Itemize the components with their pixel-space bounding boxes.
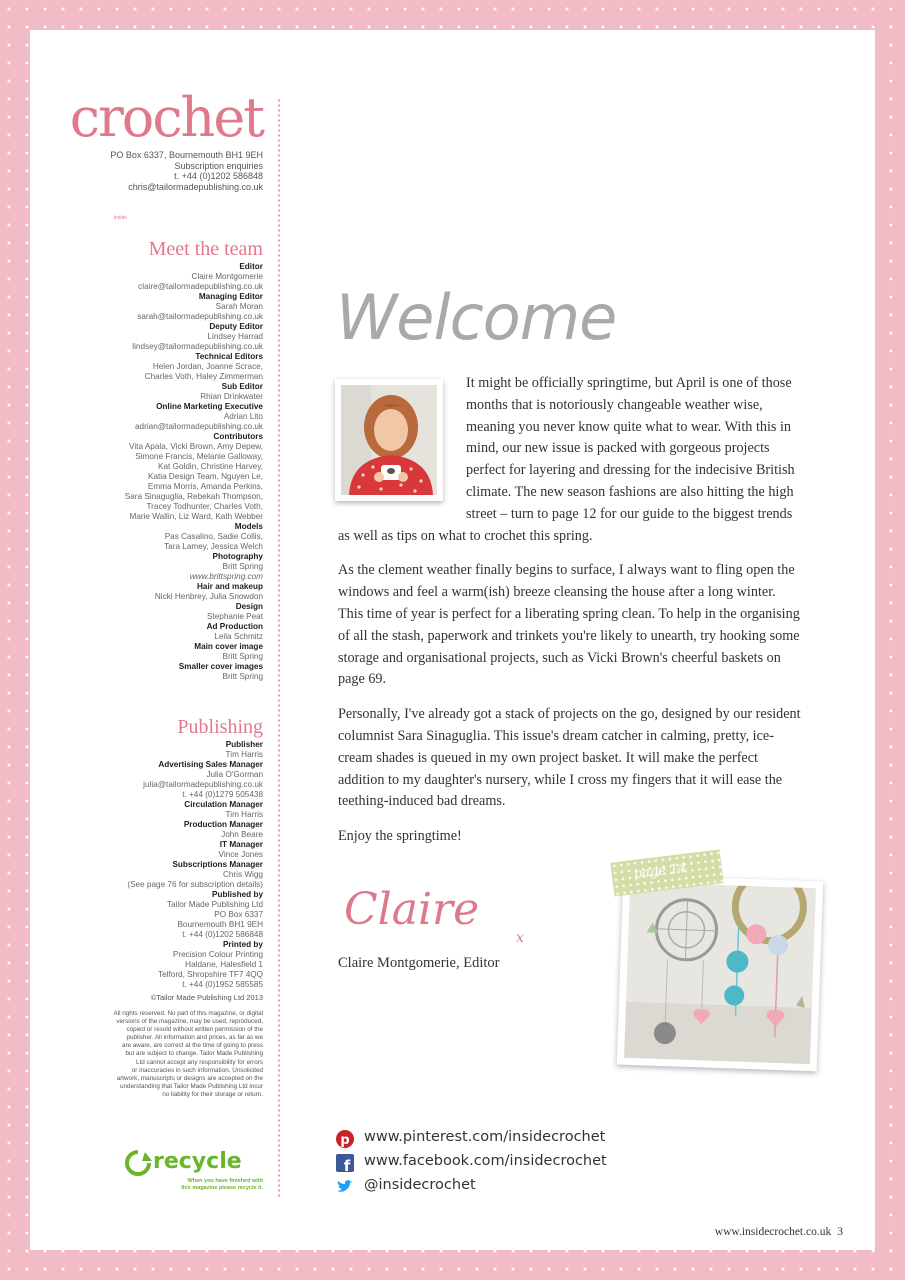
role-name: Lindsey Harrad: [207, 332, 263, 341]
role-title: Main cover image: [194, 642, 263, 651]
signature: [336, 880, 536, 950]
role-name: Tracey Todhunter, Charles Voth,: [146, 502, 263, 511]
role-name: Charles Voth, Haley Zimmerman: [144, 372, 263, 381]
contact-block: [110, 150, 263, 192]
recycle-badge: [123, 1148, 263, 1190]
role-name: Emma Morris, Amanda Perkins,: [147, 482, 263, 491]
team-roles-list: [125, 262, 263, 682]
masthead-column: [30, 30, 263, 1191]
publishing-title: Publishing: [177, 716, 263, 738]
role-name: (See page 76 for subscription details): [127, 880, 263, 889]
role-title: Deputy Editor: [209, 322, 263, 331]
role-website[interactable]: www.brittspring.com: [189, 572, 263, 581]
facebook-icon: [336, 1154, 354, 1172]
role-title: Models: [234, 522, 263, 531]
article-paragraph: Enjoy the springtime!: [338, 828, 462, 845]
legal-notice: [28, 1010, 263, 1099]
signature-text: Claire: [344, 884, 480, 935]
role-name: Adrian Lito: [223, 412, 263, 421]
role-name: John Beare: [221, 830, 263, 839]
dream-catcher-photo: [617, 875, 824, 1072]
recycle-word: recycle: [153, 1149, 242, 1174]
svg-text:f: f: [343, 1157, 351, 1172]
role-name: Nicki Henbrey, Julia Snowdon: [154, 592, 263, 601]
pinterest-icon: [336, 1130, 354, 1148]
copyright: ©Tailor Made Publishing Ltd 2013: [150, 993, 263, 1002]
role-name: Simone Francis, Melanie Galloway,: [135, 452, 263, 461]
recycle-icon: [123, 1148, 153, 1178]
role-name: Telford, Shropshire TF7 4QQ: [158, 970, 263, 979]
legal-line: versions of the magazine, may be used, reproduced,: [116, 1018, 263, 1026]
article-paragraph: Personally, I've already got a stack of projects on the go, designed by our resident columnist Sara Sinaguglia. This issue's dream catcher in calming, pretty, ice-cream shades is queued in my own project basket. It will make the perfect addition to my daughter's nursery, while I cross my fingers that it will ease the teething-induced bad dreams.: [338, 706, 801, 810]
role-name: Precision Colour Printing: [172, 950, 263, 959]
recycle-note-line: When you have finished with: [187, 1178, 263, 1184]
team-title: Meet the team: [148, 238, 263, 260]
role-name: Vince Jones: [218, 850, 263, 859]
role-title: Publisher: [225, 740, 263, 749]
role-email[interactable]: lindsey@tailormadepublishing.co.uk: [132, 342, 263, 351]
role-title: Advertising Sales Manager: [158, 760, 263, 769]
role-title: Technical Editors: [195, 352, 263, 361]
role-title: Published by: [212, 890, 263, 899]
role-title: Subscriptions Manager: [172, 860, 263, 869]
role-name: Leila Schmitz: [214, 632, 263, 641]
role-name: Julia O'Gorman: [206, 770, 263, 779]
role-name: Claire Montgomerie: [191, 272, 263, 281]
role-title: Editor: [239, 262, 263, 271]
dotted-divider: [277, 98, 281, 1198]
role-title: Circulation Manager: [184, 800, 263, 809]
role-name: Chris Wigg: [222, 870, 263, 879]
role-title: Hair and makeup: [197, 582, 263, 591]
role-name: Tara Lamey, Jessica Welch: [164, 542, 263, 551]
role-name: Stephanie Peat: [207, 612, 263, 621]
footer-url[interactable]: www.insidecrochet.co.uk: [714, 1226, 832, 1238]
contact-line: Subscription enquiries: [174, 160, 263, 171]
role-name: Britt Spring: [222, 562, 263, 571]
page-number: 3: [837, 1226, 843, 1238]
article-paragraph: As the clement weather finally begins to surface, I always want to fling open the windows and feel a warm(ish) breeze cleansing the house after a long winter. This time of year is perfect for a liberating spring clean. To help in the organising of all the stash, paperwork and trinkets you're likely to unearth, try hooking some storage and organisational projects, such as Vicki Brown's cheerful baskets on page 69.: [338, 562, 800, 688]
recycle-note: [181, 1178, 263, 1191]
role-name: Katia Design Team, Nguyen Le,: [148, 472, 263, 481]
legal-line: publisher. All information and prices, as far as we: [126, 1034, 263, 1042]
role-name: Tim Harris: [225, 750, 263, 759]
role-title: Ad Production: [206, 622, 263, 631]
role-name: Marie Wallin, Liz Ward, Kath Webber: [129, 512, 263, 521]
role-email[interactable]: julia@tailormadepublishing.co.uk: [143, 780, 263, 789]
article-body: [338, 373, 802, 861]
welcome-heading: Welcome: [336, 281, 617, 354]
dream-catcher-image: [624, 882, 816, 1064]
twitter-handle[interactable]: @insidecrochet: [364, 1177, 476, 1193]
role-name: t. +44 (0)1202 586848: [182, 930, 263, 939]
role-title: Smaller cover images: [178, 662, 263, 671]
legal-line: but are subject to change. Tailor Made Publishing: [125, 1050, 263, 1058]
role-email[interactable]: claire@tailormadepublishing.co.uk: [138, 282, 263, 291]
portrait-spacer: [338, 373, 466, 523]
logo-text: crochet: [69, 86, 263, 149]
pinterest-url[interactable]: www.pinterest.com/insidecrochet: [364, 1129, 606, 1145]
article-paragraph: It might be officially springtime, but April is one of those months that is notoriously changeable weather wise, meaning you never know quite what to wear. With this in mind, our new issue is packed with gorgeous projects perfect for layering and dressing for the indecisive British climate. The new season fashions are also hitting the high street – turn to page 12 for our guide to the biggest trends as well as tips on what to crochet this spring.: [338, 375, 795, 544]
legal-line: or inaccuracies in such information. Unsolicited: [131, 1066, 263, 1074]
tape-label: page 14: [633, 860, 688, 882]
role-title: Design: [235, 602, 263, 611]
role-name: Sara Sinaguglia, Rebekah Thompson,: [124, 492, 263, 501]
role-name: Britt Spring: [222, 652, 263, 661]
role-title: Sub Editor: [221, 382, 263, 391]
role-name: Bournemouth BH1 9EH: [177, 920, 263, 929]
role-title: Contributors: [213, 432, 263, 441]
role-email[interactable]: sarah@tailormadepublishing.co.uk: [137, 312, 263, 321]
contact-line: PO Box 6337, Bournemouth BH1 9EH: [110, 150, 263, 160]
facebook-url[interactable]: www.facebook.com/insidecrochet: [364, 1153, 607, 1169]
legal-line: All rights reserved. No part of this magazine, or digital: [113, 1010, 263, 1017]
role-title: Managing Editor: [198, 292, 263, 301]
role-name: PO Box 6337: [214, 910, 263, 919]
role-name: Kat Goldin, Christine Harvey,: [158, 462, 263, 471]
role-name: Pas Casalino, Sadie Collis,: [164, 532, 263, 541]
role-title: Printed by: [222, 940, 263, 949]
page-footer: [715, 1226, 843, 1238]
legal-line: artwork, manuscripts or designs are accepted on the: [116, 1074, 263, 1082]
recycle-note-line: this magazine please recycle it.: [181, 1184, 263, 1191]
role-name: t. +44 (0)1952 585585: [182, 980, 263, 989]
legal-line: understanding that Tailor Made Publishing Ltd incur: [119, 1082, 263, 1090]
logo-small-text: Inside: [113, 215, 128, 221]
role-title: Production Manager: [183, 820, 263, 829]
role-name: t. +44 (0)1279 505438: [182, 790, 263, 799]
legal-line: copied or resold without written permission of the: [126, 1026, 263, 1034]
role-name: Sarah Moran: [215, 302, 263, 311]
role-name: Britt Spring: [222, 672, 263, 681]
twitter-icon: [336, 1178, 354, 1196]
signature-kiss: x: [516, 930, 524, 946]
contact-line: t. +44 (0)1202 586848: [174, 171, 263, 182]
contact-email[interactable]: chris@tailormadepublishing.co.uk: [128, 181, 263, 192]
sign-off: Claire Montgomerie, Editor: [338, 955, 500, 971]
role-email[interactable]: adrian@tailormadepublishing.co.uk: [134, 422, 263, 431]
svg-text:p: p: [340, 1133, 350, 1148]
role-name: Helen Jordan, Joanne Scrace,: [152, 362, 263, 371]
role-title: IT Manager: [219, 840, 263, 849]
legal-line: are aware, are correct at the time of going to press: [121, 1042, 263, 1050]
role-name: Rhian Drinkwater: [200, 392, 263, 401]
magazine-page: [30, 30, 875, 1250]
role-title: Online Marketing Executive: [156, 402, 263, 411]
role-title: Photography: [212, 552, 263, 561]
publishing-roles-list: [127, 740, 263, 990]
role-name: Haldane, Halesfield 1: [185, 960, 263, 969]
legal-line: no liability for their storage or return.: [162, 1090, 263, 1098]
role-name: Tim Harris: [225, 810, 263, 819]
role-name: Vita Apala, Vicki Brown, Amy Depew,: [129, 442, 263, 451]
role-name: Tailor Made Publishing Ltd: [166, 900, 263, 909]
legal-line: Ltd cannot accept any responsibility for errors: [135, 1058, 263, 1066]
